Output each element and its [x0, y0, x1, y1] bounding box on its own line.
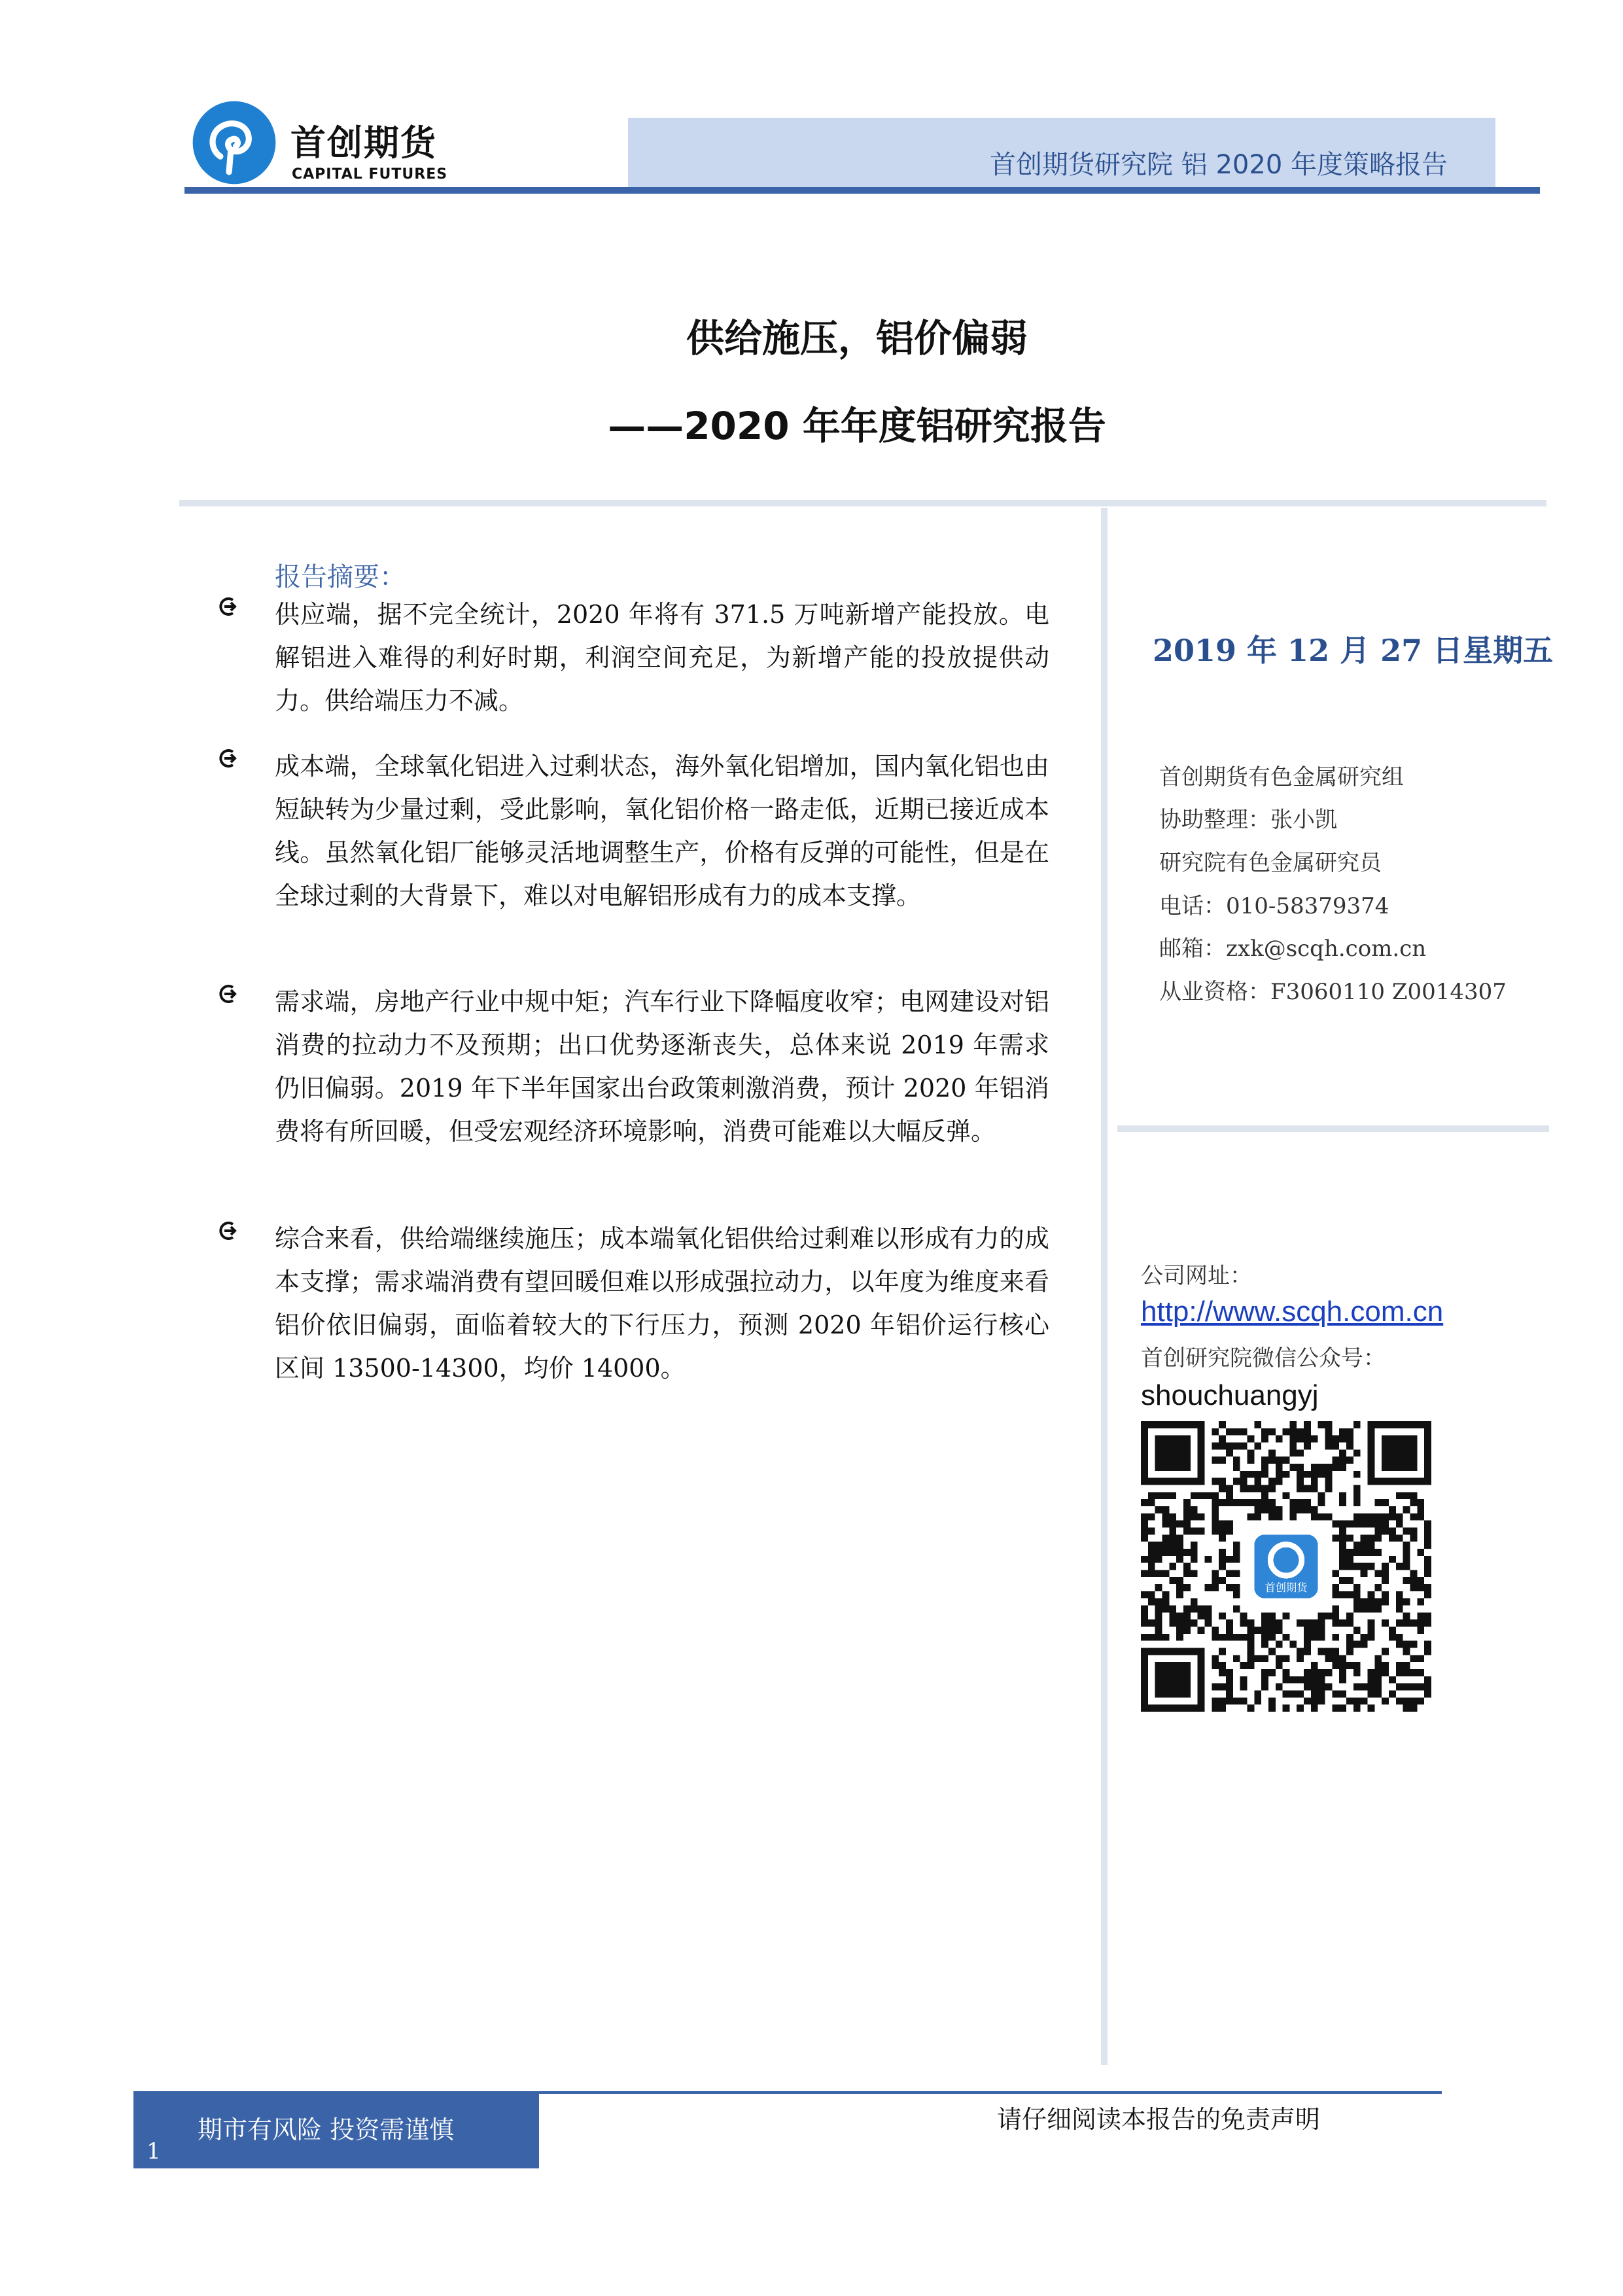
title-divider: [179, 500, 1546, 506]
logo-text-cn: 首创期货: [290, 122, 437, 164]
wechat-label: 首创研究院微信公众号：: [1141, 1345, 1386, 1371]
wechat-id: shouchuangyj: [1141, 1379, 1319, 1411]
assistant: 协助整理：张小凯: [1159, 807, 1337, 833]
summary-bullet-text: 成本端，全球氧化铝进入过剩状态，海外氧化铝增加，国内氧化铝也由短缺转为少量过剩，受此影响，氧化铝价格一路走低，近期已接近成本线。虽然氧化铝厂能够灵活地调整生产，价格有反弹的可能性，但是在全球过剩的大背景下，难以对电解铝形成有力的成本支撑。: [275, 752, 1049, 910]
phone: 电话：010-58379374: [1159, 893, 1389, 919]
arrow-right-circle-icon: [218, 597, 238, 616]
summary-bullet: [218, 593, 1049, 722]
summary-bullet-text: 供应端，据不完全统计，2020 年将有 371.5 万吨新增产能投放。电解铝进入难得的利好时期，利润空间充足，为新增产能的投放提供动力。供给端压力不减。: [275, 600, 1049, 715]
qualification: 从业资格：F3060110 Z0014307: [1159, 979, 1507, 1005]
page-number: 1: [147, 2138, 161, 2164]
page-title: 供给施压，铝价偏弱: [686, 316, 1028, 361]
qr-code-icon: [1141, 1421, 1431, 1712]
report-label: 首创期货研究院 铝 2020 年度策略报告: [990, 150, 1448, 180]
report-date: 2019 年 12 月 27 日星期五: [1153, 633, 1554, 668]
arrow-right-circle-icon: [218, 749, 238, 768]
summary-bullet: [218, 745, 1049, 917]
summary-bullet-text: 需求端，房地产行业中规中矩；汽车行业下降幅度收窄；电网建设对铝消费的拉动力不及预期；出口优势逐渐丧失，总体来说 2019 年需求仍旧偏弱。2019 年下半年国家出台政策刺激消费，预计 2020 年铝消费将有所回暖，但受宏观经济环境影响，消费可能难以大幅反弹。: [275, 987, 1049, 1146]
header-divider: [184, 187, 1540, 194]
arrow-right-circle-icon: [218, 1221, 238, 1241]
column-divider: [1101, 508, 1108, 2065]
summary-bullet: [218, 1217, 1049, 1390]
summary-bullet-text: 综合来看，供给端继续施压；成本端氧化铝供给过剩难以形成有力的成本支撑；需求端消费有望回暖但难以形成强拉动力，以年度为维度来看铝价依旧偏弱，面临着较大的下行压力，预测 2020 年铝价运行核心区间 13500-14300，均价 14000。: [275, 1224, 1049, 1383]
disclaimer-note: 请仔细阅读本报告的免责声明: [997, 2105, 1321, 2134]
website-link[interactable]: http://www.scqh.com.cn: [1141, 1296, 1444, 1328]
summary-heading: 报告摘要：: [275, 562, 406, 592]
qr-badge-text: 首创期货: [1265, 1581, 1308, 1594]
capital-futures-logo-icon: [191, 99, 277, 186]
website-label: 公司网址：: [1141, 1263, 1252, 1289]
arrow-right-circle-icon: [218, 984, 238, 1004]
logo-text-en: CAPITAL FUTURES: [292, 166, 448, 183]
page-subtitle: ——2020 年年度铝研究报告: [608, 404, 1106, 448]
summary-bullet: [218, 980, 1049, 1153]
sidebar-divider: [1117, 1125, 1549, 1132]
research-group: 首创期货有色金属研究组: [1159, 764, 1404, 790]
email: 邮箱：zxk@scqh.com.cn: [1159, 936, 1427, 962]
researcher-title: 研究院有色金属研究员: [1159, 850, 1382, 876]
risk-warning: 期市有风险 投资需谨慎: [198, 2115, 455, 2144]
